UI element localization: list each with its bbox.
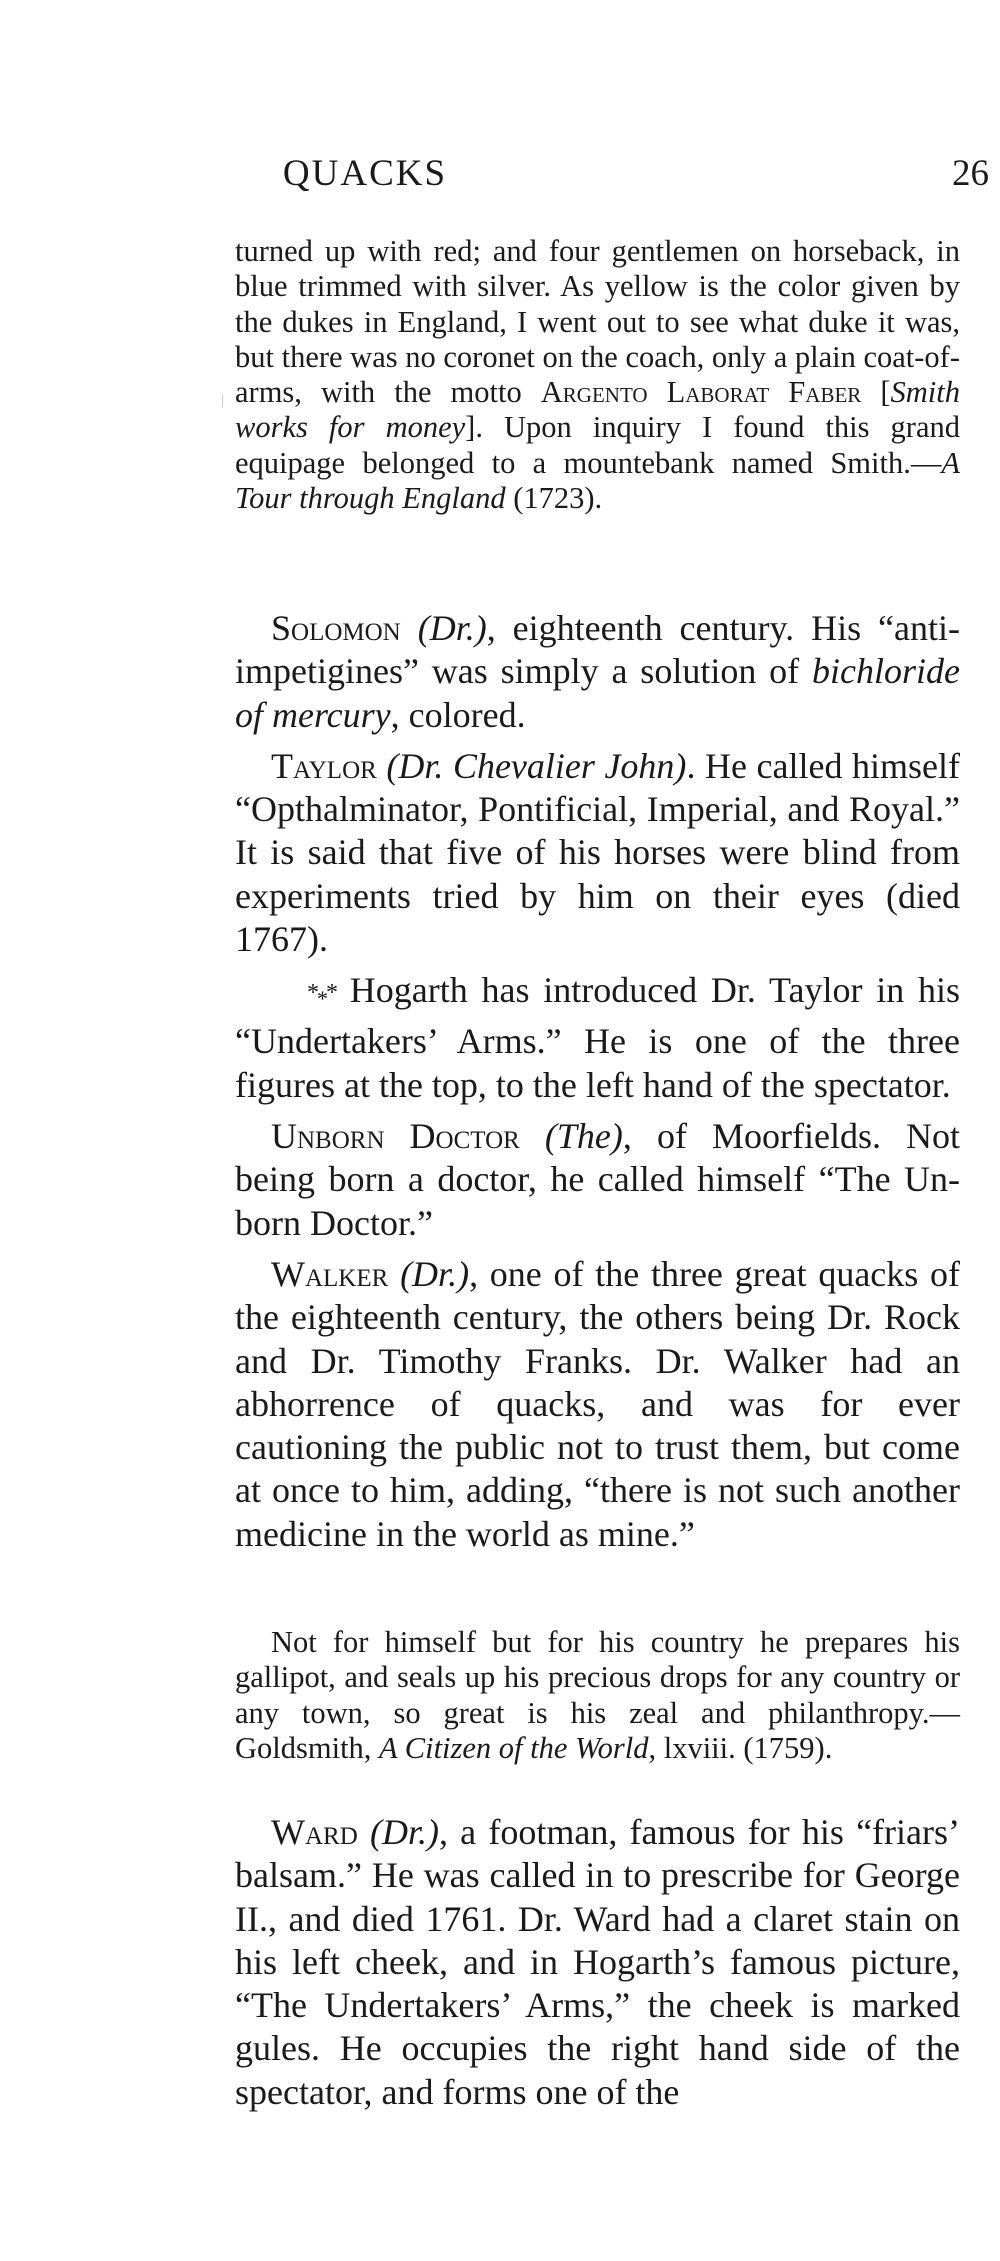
entry-unborn-doctor: Unborn Doctor (The), of Moorfields. Not being born a doctor, he called himself “The Un-born Doctor.” [235, 1116, 961, 1243]
entry-name: Unborn Doctor [271, 1116, 520, 1157]
entry-taylor: Taylor (Dr. Chevalier John). He called himself “Opthalminator, Pontificial, Imperial, and Royal.” It is said that five of his horses were blind from experiments tried by him on their eyes (died 1767). [235, 745, 961, 960]
quote-goldsmith [235, 1625, 960, 1766]
entry-title: (Dr.) [417, 608, 487, 648]
entries-list-continued [235, 1811, 960, 2114]
entry-title: (Dr. Chevalier John) [386, 745, 687, 786]
quote-paragraph: turned up with red; and four gentlemen on horseback, in blue trimmed with silver. As yellow is the color given by the dukes in England, I went out to see what duke it was, but there was no coronet on the coach, only a plain coat-of-arms, with the motto Argento Laborat Faber [Smith works for money]. Upon inquiry I found this grand equipage belonged to a mountebank named Smith.—A Tour through England (1723). [235, 234, 960, 516]
margin-mark [222, 395, 223, 407]
quote-source: A Tour through England [235, 445, 960, 516]
page-number: 26 [952, 153, 989, 194]
entry-title: (Dr.) [400, 1253, 470, 1294]
motto: Argento Laborat Faber [540, 375, 862, 410]
entry-name: Taylor [271, 745, 377, 786]
entry-name: Ward [271, 1812, 358, 1852]
quote-paragraph: Not for himself but for his country he prepares his gallipot, and seals up his precious drops for any country or any town, so great is his zeal and philanthropy.—Goldsmith, A Citizen of the World, lxviii. (1759). [235, 1625, 960, 1765]
quote-source: A Citizen of the World [379, 1730, 649, 1765]
entry-ward: Ward (Dr.), a footman, famous for his “friars’ balsam.” He was called in to prescribe for George II., and died 1761. Dr. Ward had a claret stain on his left cheek, and in Hogarth’s famous picture, “The Undertakers’ Arms,” the cheek is marked gules. He occupies the right hand side of the spectator, and forms one of the [235, 1812, 960, 2112]
quote-tour-through-england [235, 234, 960, 516]
entry-walker: Walker (Dr.), one of the three great quacks of the eighteenth century, the others being Dr. Rock and Dr. Timothy Franks. Dr. Walker had an abhorrence of quacks, and was for ever cautioning the public not to trust them, but come at once to him, adding, “there is not such another medicine in the world as mine.” [235, 1253, 961, 1554]
motto-translation: Smith works for money [235, 375, 960, 445]
asterism-icon: $*_**$ [307, 980, 336, 1012]
entry-note-hogarth: $*_**$ Hogarth has introduced Dr. Taylor in his “Undertakers’ Arms.” He is one of the three figures at the top, to the left hand of the spectator. [235, 970, 960, 1105]
entry-name: Walker [271, 1253, 389, 1294]
entry-name: Solomon [271, 608, 401, 648]
entry-title: (The) [544, 1116, 623, 1157]
entries-list [235, 607, 960, 1564]
entry-solomon: Solomon (Dr.), eighteenth century. His “anti-impetigines” was simply a solution of bichloride of mercury, colored. [235, 608, 961, 735]
running-head-title: QUACKS [282, 153, 448, 194]
entry-title: (Dr.) [369, 1812, 439, 1852]
